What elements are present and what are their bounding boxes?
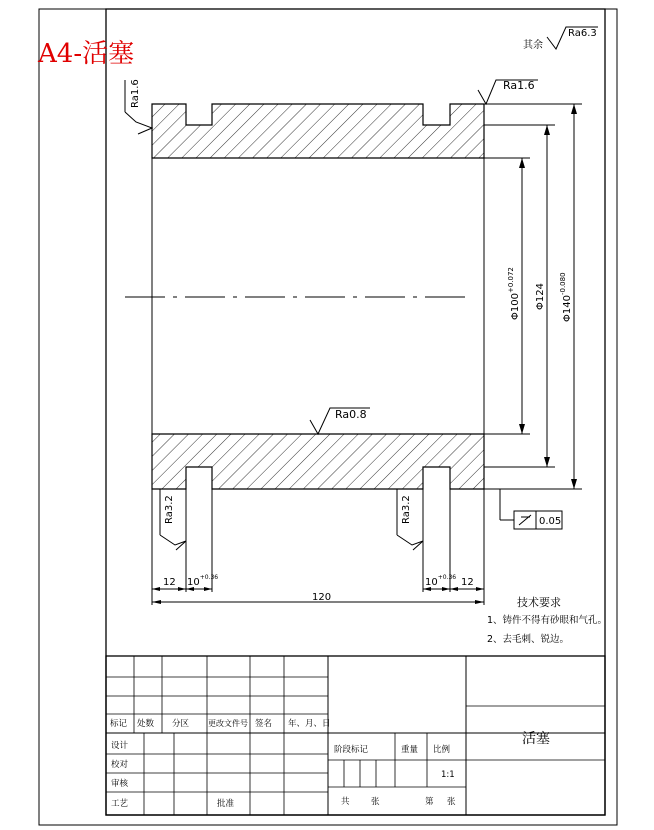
roughness-bore	[310, 408, 370, 434]
rev-header-count: 处数	[137, 719, 155, 729]
tolerance-frame	[500, 489, 562, 529]
roughness-right-top	[478, 79, 538, 104]
dim-groove-right: $10^{+0.36}$	[425, 574, 457, 588]
rev-header-date: 年、月、日	[288, 719, 331, 729]
dim-outer-label: $\Phi 140^{-0.080}$	[559, 272, 573, 322]
scale-value: 1:1	[441, 770, 455, 780]
bottom-section-hatch	[152, 434, 484, 489]
roughness-groove-right-value: Ra3.2	[401, 495, 412, 524]
roughness-groove-right	[397, 489, 423, 550]
dim-horizontal	[152, 489, 484, 605]
sheet-unit-label: 张	[447, 797, 456, 807]
dim-total-length: 120	[312, 592, 332, 603]
weight-label: 重量	[401, 745, 419, 755]
part-name: 活塞	[522, 731, 550, 747]
piston-section	[125, 104, 484, 489]
rev-header-zone: 分区	[172, 719, 190, 729]
top-section-hatch	[152, 104, 484, 158]
dim-outer	[484, 104, 582, 489]
role-review: 审核	[111, 779, 129, 789]
roughness-left-top-value: Ra1.6	[130, 79, 141, 108]
roughness-left-top	[125, 79, 152, 134]
dim-bore-label: $\Phi 100^{+0.072}$	[507, 267, 521, 320]
rest-roughness-value: Ra6.3	[568, 28, 597, 39]
roughness-bore-value: Ra0.8	[335, 408, 367, 421]
role-check: 校对	[111, 760, 129, 770]
roughness-right-top-value: Ra1.6	[503, 79, 535, 92]
sheets-label: 张	[371, 797, 380, 807]
tech-req-item-1: 1、铸件不得有砂眼和气孔。	[487, 615, 608, 626]
approve-label: 批准	[217, 799, 235, 809]
dim-groove-label: Φ124	[535, 283, 546, 310]
rest-roughness-prefix: 其余	[523, 40, 543, 51]
rev-header-mark: 标记	[110, 719, 128, 729]
tech-req-item-2: 2、去毛刺、锐边。	[487, 634, 570, 645]
dim-bore	[484, 158, 530, 434]
title-block-text	[110, 718, 550, 809]
tolerance-value: 0.05	[539, 516, 562, 527]
total-label: 共	[341, 797, 350, 807]
tech-requirements	[487, 595, 607, 645]
sheet-label: A4-活塞	[38, 39, 135, 69]
dim-groove-left: $10^{+0.36}$	[187, 574, 219, 588]
tech-req-heading: 技术要求	[517, 596, 561, 609]
dim-left-land: 12	[163, 577, 176, 588]
stage-mark-label: 阶段标记	[334, 745, 369, 755]
scale-label: 比例	[433, 745, 451, 755]
role-design: 设计	[111, 741, 129, 751]
dim-right-land: 12	[461, 577, 474, 588]
rev-header-sign: 签名	[255, 719, 273, 729]
roughness-groove-left	[160, 489, 186, 550]
rest-roughness-symbol	[523, 27, 598, 51]
rev-header-doc: 更改文件号	[208, 719, 248, 728]
role-process: 工艺	[111, 799, 129, 809]
roughness-groove-left-value: Ra3.2	[164, 495, 175, 524]
sheet-no-label: 第	[425, 797, 434, 807]
